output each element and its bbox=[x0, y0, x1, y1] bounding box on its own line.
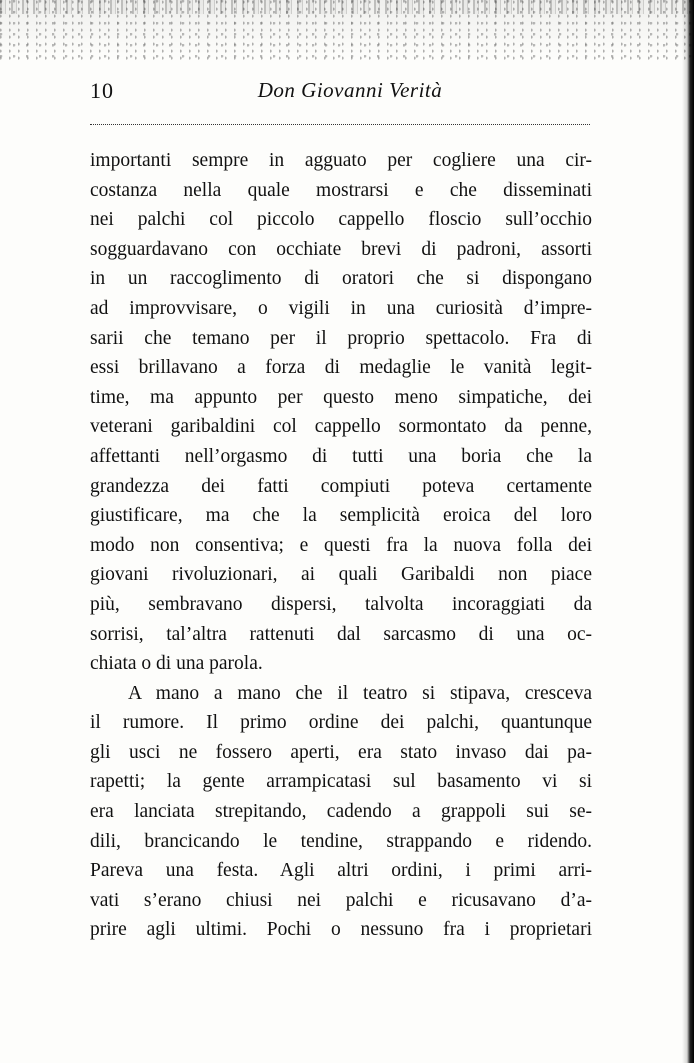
paragraph bbox=[90, 146, 592, 679]
text-line: Pareva una festa. Agli altri ordini, i primi arri- bbox=[90, 860, 592, 882]
header-rule bbox=[90, 124, 590, 125]
text-line: ad improvvisare, o vigili in una curiosità d’impre- bbox=[90, 297, 592, 319]
text-line: A mano a mano che il teatro si stipava, cresceva bbox=[128, 682, 592, 704]
text-line: era lanciata strepitando, cadendo a grappoli sui se- bbox=[90, 801, 592, 823]
text-line: grandezza dei fatti compiuti poteva certamente bbox=[90, 475, 592, 497]
page-number: 10 bbox=[90, 78, 114, 103]
page-header bbox=[90, 78, 590, 108]
text-line: in un raccoglimento di oratori che si dispongano bbox=[90, 268, 592, 290]
text-line: prire agli ultimi. Pochi o nessuno fra i proprietari bbox=[90, 919, 592, 941]
running-title: Don Giovanni Verità bbox=[257, 78, 443, 102]
text-line: nei palchi col piccolo cappello floscio sull’occhio bbox=[90, 209, 592, 231]
text-line: veterani garibaldini col cappello sormontato da penne, bbox=[90, 416, 592, 438]
text-line: più, sembravano dispersi, talvolta incoraggiati da bbox=[90, 593, 592, 615]
text-line: importanti sempre in agguato per cogliere una cir- bbox=[90, 150, 592, 171]
text-line: sorrisi, tal’altra rattenuti dal sarcasmo di una oc- bbox=[90, 623, 592, 645]
text-line: gli usci ne fossero aperti, era stato invaso dai pa- bbox=[90, 741, 592, 763]
text-line: modo non consentiva; e questi fra la nuova folla dei bbox=[90, 534, 592, 556]
text-line: essi brillavano a forza di medaglie le vanità legit- bbox=[90, 357, 592, 379]
text-line: chiata o di una parola. bbox=[90, 653, 263, 675]
scan-dark-top-edge bbox=[0, 0, 694, 14]
text-line: dili, brancicando le tendine, strappando e ridendo. bbox=[90, 830, 592, 852]
paragraph bbox=[90, 679, 592, 945]
text-line: sarii che temano per il proprio spettacolo. Fra di bbox=[90, 327, 592, 349]
text-line: il rumore. Il primo ordine dei palchi, quantunque bbox=[90, 712, 592, 734]
body-text bbox=[90, 146, 592, 945]
text-line: giovani rivoluzionari, ai quali Garibaldi non piace bbox=[90, 564, 592, 586]
text-line: costanza nella quale mostrarsi e che disseminati bbox=[90, 179, 592, 201]
text-line: rapetti; la gente arrampicatasi sul basamento vi si bbox=[90, 771, 592, 793]
text-line: giustificare, ma che la semplicità eroica del loro bbox=[90, 505, 592, 527]
text-line: time, ma appunto per questo meno simpatiche, dei bbox=[90, 386, 592, 408]
scan-dark-right-edge bbox=[682, 0, 694, 1063]
text-line: vati s’erano chiusi nei palchi e ricusavano d’a- bbox=[90, 889, 592, 911]
text-line: affettanti nell’orgasmo di tutti una boria che la bbox=[90, 445, 592, 467]
text-line: sogguardavano con occhiate brevi di padroni, assorti bbox=[90, 238, 592, 260]
